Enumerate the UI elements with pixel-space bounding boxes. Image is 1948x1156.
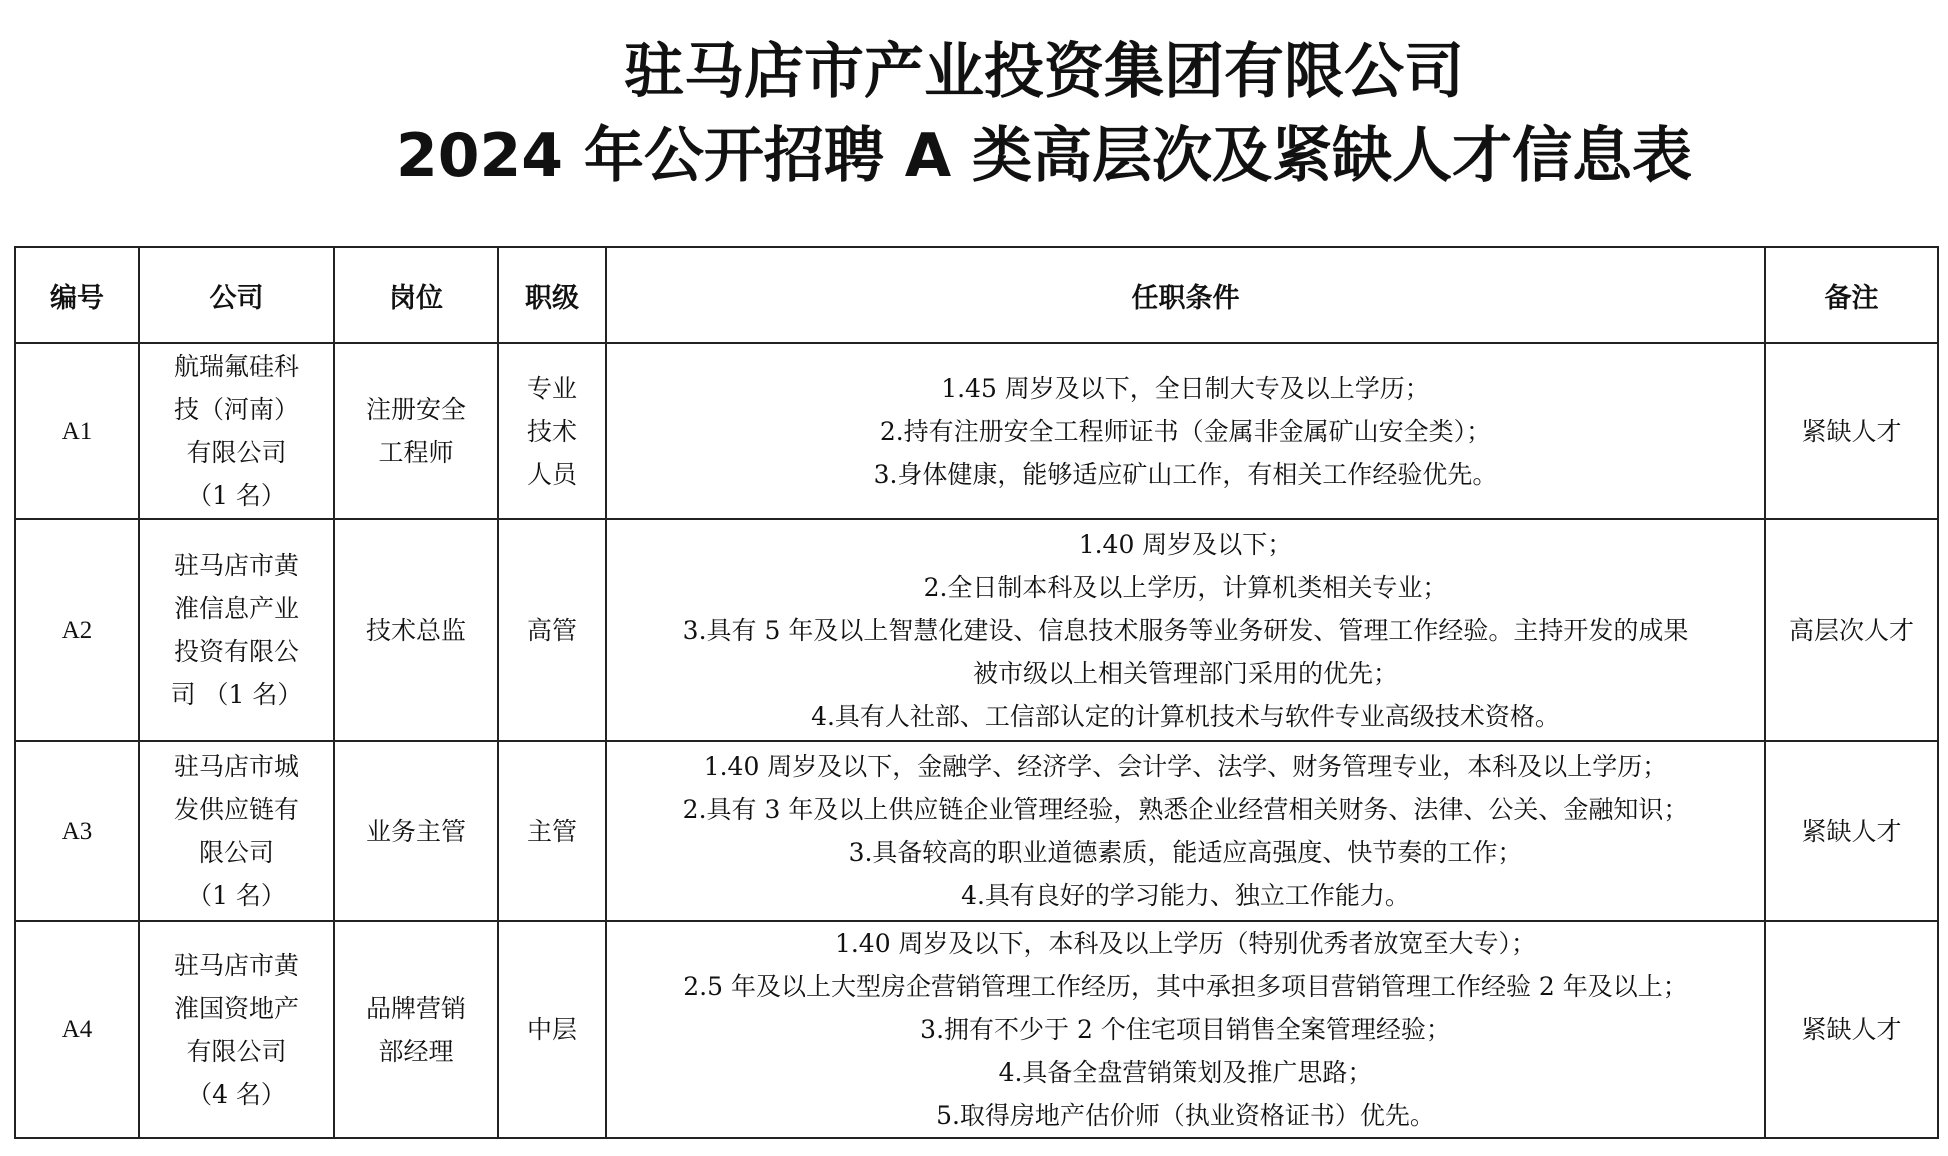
row-company: 驻马店市黄 淮国资地产 有限公司 （4 名） xyxy=(139,921,334,1138)
row-position: 品牌营销 部经理 xyxy=(334,921,498,1138)
table-row xyxy=(15,741,1938,921)
header-level: 职级 xyxy=(498,247,606,343)
row-note: 紧缺人才 xyxy=(1765,921,1938,1138)
header-company: 公司 xyxy=(139,247,334,343)
row-level: 主管 xyxy=(498,741,606,921)
table-row xyxy=(15,921,1938,1138)
row-level: 专业 技术 人员 xyxy=(498,343,606,519)
header-conditions: 任职条件 xyxy=(606,247,1765,343)
row-position: 注册安全 工程师 xyxy=(334,343,498,519)
table-row xyxy=(15,343,1938,519)
table-header-row xyxy=(15,247,1938,343)
row-code: A1 xyxy=(15,343,139,519)
header-note: 备注 xyxy=(1765,247,1938,343)
row-conditions: 1.45 周岁及以下，全日制大专及以上学历； 2.持有注册安全工程师证书（金属非金属矿山安全类）； 3.身体健康，能够适应矿山工作，有相关工作经验优先。 xyxy=(606,343,1765,519)
row-company: 航瑞氟硅科 技（河南） 有限公司 （1 名） xyxy=(139,343,334,519)
document-title xyxy=(0,30,1948,198)
row-level: 中层 xyxy=(498,921,606,1138)
row-conditions: 1.40 周岁及以下，金融学、经济学、会计学、法学、财务管理专业，本科及以上学历； 2.具有 3 年及以上供应链企业管理经验，熟悉企业经营相关财务、法律、公关、金融知识； 3.具备较高的职业道德素质，能适应高强度、快节奏的工作； 4.具有良好的学习能力、独立工作能力。 xyxy=(606,741,1765,921)
title-line-1: 驻马店市产业投资集团有限公司 xyxy=(624,37,1464,107)
row-code: A4 xyxy=(15,921,139,1138)
row-code: A2 xyxy=(15,519,139,741)
row-company: 驻马店市黄 淮信息产业 投资有限公 司 （1 名） xyxy=(139,519,334,741)
row-company: 驻马店市城 发供应链有 限公司 （1 名） xyxy=(139,741,334,921)
row-conditions: 1.40 周岁及以下； 2.全日制本科及以上学历，计算机类相关专业； 3.具有 5 年及以上智慧化建设、信息技术服务等业务研发、管理工作经验。主持开发的成果 被市级以上相关管理部门采用的优先； 4.具有人社部、工信部认定的计算机技术与软件专业高级技术资格。 xyxy=(606,519,1765,741)
row-position: 业务主管 xyxy=(334,741,498,921)
header-code: 编号 xyxy=(15,247,139,343)
row-note: 紧缺人才 xyxy=(1765,741,1938,921)
row-position: 技术总监 xyxy=(334,519,498,741)
row-note: 高层次人才 xyxy=(1765,519,1938,741)
row-conditions: 1.40 周岁及以下，本科及以上学历（特别优秀者放宽至大专）； 2.5 年及以上大型房企营销管理工作经历，其中承担多项目营销管理工作经验 2 年及以上； 3.拥有不少于 2 个住宅项目销售全案管理经验； 4.具备全盘营销策划及推广思路； 5.取得房地产估价师（执业资格证书）优先。 xyxy=(606,921,1765,1138)
row-note: 紧缺人才 xyxy=(1765,343,1938,519)
header-position: 岗位 xyxy=(334,247,498,343)
recruitment-table xyxy=(14,246,1939,1139)
row-level: 高管 xyxy=(498,519,606,741)
row-code: A3 xyxy=(15,741,139,921)
table-row xyxy=(15,519,1938,741)
title-line-2: 2024 年公开招聘 A 类高层次及紧缺人才信息表 xyxy=(395,121,1693,191)
